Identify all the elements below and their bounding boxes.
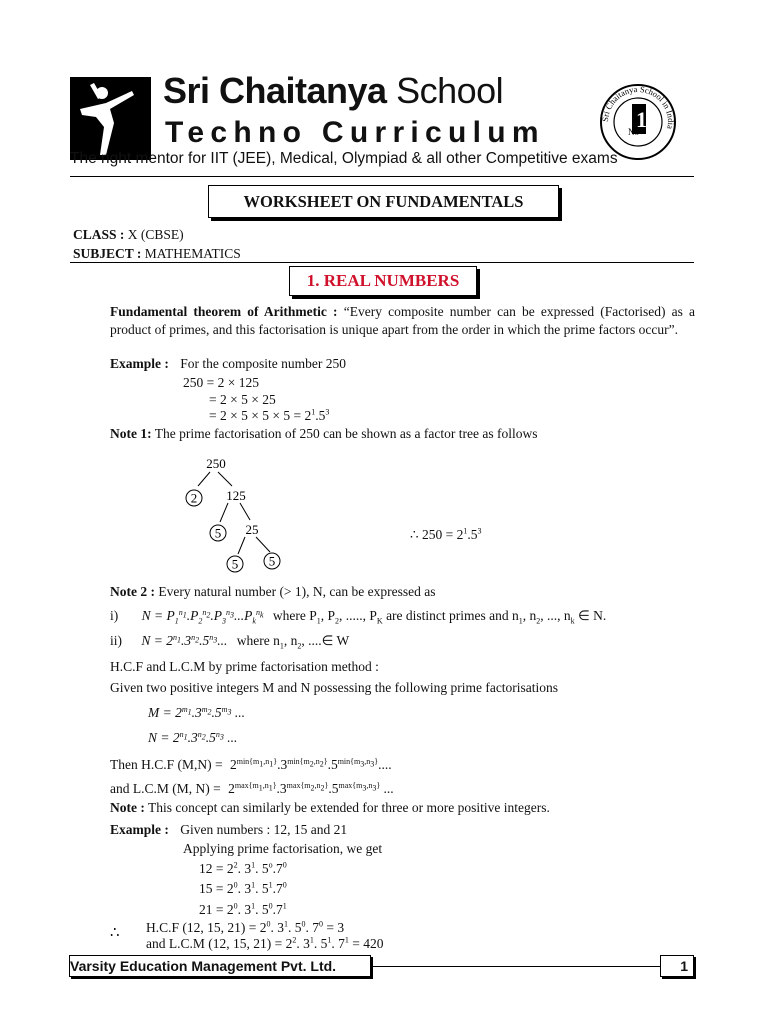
note1-line	[110, 427, 538, 441]
page-number: 1	[680, 958, 688, 974]
factor-21: $21 = 2^0$. $3^1$. $5^0.7^1$	[199, 901, 287, 917]
subject-rule	[70, 262, 694, 263]
note2-ii-line: ii) $N = 2^{n_1}.3^{n_2}.5^{n_3}$... where $n_1$, $n_2$, ....∈ W	[110, 632, 350, 651]
class-value: X (CBSE)	[127, 227, 184, 242]
hcf-formula-line: Then H.C.F $(M,N) = 2^{min\{m_1,n_1\}}.3^{min\{m_2,n_2\}}.5^{min\{m_3,n_3\}}$....	[110, 756, 392, 772]
note2-line	[110, 585, 436, 599]
note2-i-label: i)	[110, 608, 119, 623]
therefore-symbol: ∴	[110, 925, 120, 941]
footer-rule	[370, 966, 660, 967]
brand-name	[163, 70, 503, 112]
footer-company: Varsity Education Management Pvt. Ltd.	[70, 958, 337, 974]
tree-node-5a: 5	[214, 525, 222, 541]
tree-edge-125-25	[240, 503, 250, 520]
factor-tree	[170, 452, 550, 577]
brand-name-bold: Sri Chaitanya	[163, 70, 387, 111]
section-title-box	[289, 266, 477, 296]
page-number-box	[660, 955, 694, 977]
tagline: The right mentor for IIT (JEE), Medical, Olympiad & all other Competitive exams	[70, 150, 618, 167]
note2-ii-formula: $N = 2^{n_1}.3^{n_2}.5^{n_3}$...	[141, 632, 228, 648]
example2-applying: Applying prime factorisation, we get	[183, 841, 383, 856]
note1-label: Note 1:	[110, 426, 152, 441]
hcf-result: H.C.F (12, 15, $21) = 2^0$. $3^1$. $5^0$. $7^0 = 3$	[146, 919, 345, 935]
lcm-formula-line: and L.C.M (M, $N) = 2^{max\{m_1,n_1\}}.3^{max\{m_2,n_2\}}.5^{max\{m_3,n_3\}}$ ...	[110, 780, 394, 796]
tree-result-mid: .5	[467, 527, 478, 542]
note2-i-line: i) $N = P_1^{n_1}.P_2^{n_2}.P_3^{n_3}...P_k^{n_k}$ where $P_1$, $P_2$, ....., $P_K$ are distinct primes and $n_1$, $n_2$, ..., $n_k$ ∈ N.	[110, 607, 607, 626]
example2-line	[110, 823, 347, 837]
seal-no: No	[628, 127, 639, 137]
note2-i-rest: are distinct primes and n	[386, 608, 519, 623]
lcm-result: and L.C.M (12, 15, $21) = 2^2$. $3^1$. $5^1$. $7^1 = 420$	[146, 935, 384, 951]
fta-text: “Every composite number can be expressed (Factorised) as a product of primes, and this factorisation is unique apart from the order in which the prime factors occur”.	[110, 304, 696, 337]
tree-result-exp1: 1	[463, 526, 468, 536]
fta-label: Fundamental theorem of Arithmetic :	[110, 304, 338, 319]
note2-ii-where: where n	[236, 633, 280, 648]
example2-label: Example :	[110, 822, 169, 837]
example1-step1: 250 = 2 × 125	[183, 375, 259, 390]
note-text: This concept can similarly be extended for three or more positive integers.	[148, 800, 550, 815]
note-label: Note :	[110, 800, 145, 815]
example1-line	[110, 357, 346, 371]
tree-edge-root-125	[218, 472, 232, 486]
tree-edge-25-5b	[238, 537, 245, 554]
seal-one: 1	[636, 107, 647, 132]
note2-text: Every natural number (> 1), N, can be expressed as	[158, 584, 436, 599]
tree-edge-25-5c	[256, 537, 270, 552]
n-factorisation: $N = 2^{n_1}.3^{n_2}.5^{n_3}$ ...	[148, 729, 238, 745]
tree-node-5b: 5	[231, 556, 239, 572]
then-hcf: Then H.C.F (M,N) =	[110, 757, 223, 772]
note2-label: Note 2 :	[110, 584, 155, 599]
tree-node-125: 125	[226, 488, 246, 503]
subject-line	[73, 246, 241, 262]
example1-label: Example :	[110, 356, 169, 371]
tree-edge-root-2	[198, 472, 210, 486]
factor-12: $12 = 2^2$. $3^1$. $5^o.7^0$	[199, 860, 287, 876]
tree-result-exp2: 3	[477, 526, 482, 536]
brand-name-school: School	[396, 70, 504, 111]
example1-step3	[209, 409, 329, 423]
note2-i-where: where P	[272, 608, 317, 623]
example1-step2: = 2 × 5 × 25	[209, 392, 276, 407]
and-lcm: and L.C.M (M, N) =	[110, 781, 221, 796]
subject-label: SUBJECT :	[73, 246, 142, 261]
m-factorisation: $M = 2^{m_1}.3^{m_2}.5^{m_3}$ ...	[148, 704, 245, 720]
example1-step3-text: = 2 × 5 × 5 × 5 = 2	[209, 408, 312, 423]
example2-intro: Given numbers : 12, 15 and 21	[180, 822, 348, 837]
note-line	[110, 801, 550, 815]
tree-node-root: 250	[206, 456, 226, 471]
header-rule	[70, 176, 694, 177]
example1-exp2: 3	[325, 407, 330, 417]
school-logo-icon	[70, 77, 151, 160]
note1-text: The prime factorisation of 250 can be shown as a factor tree as follows	[154, 426, 538, 441]
example1-intro: For the composite number 250	[180, 356, 346, 371]
fta-paragraph	[110, 303, 695, 338]
worksheet-title-box	[208, 185, 559, 218]
curriculum-name: Techno Curriculum	[165, 116, 545, 149]
example1-exp1: 1	[311, 407, 316, 417]
class-line	[73, 227, 184, 243]
tree-node-25: 25	[245, 522, 259, 537]
subject-value: MATHEMATICS	[144, 246, 241, 261]
tree-node-2: 2	[190, 490, 198, 506]
given-line: Given two positive integers M and N possessing the following prime factorisations	[110, 680, 559, 695]
tree-node-5c: 5	[268, 553, 276, 569]
factor-15: $15 = 2^0$. $3^1$. $5^1.7^0$	[199, 880, 287, 896]
note2-ii-label: ii)	[110, 633, 122, 648]
hcf-heading: H.C.F and L.C.M by prime factorisation method :	[110, 659, 379, 674]
seal-text: Sri Chaitanya School in India	[599, 83, 677, 130]
worksheet-title: WORKSHEET ON FUNDAMENTALS	[243, 192, 524, 211]
class-label: CLASS :	[73, 227, 125, 242]
tree-result-therefore: ∴	[410, 527, 419, 542]
section-title: 1. REAL NUMBERS	[306, 271, 460, 290]
note2-i-formula: $N = P_1^{n_1}.P_2^{n_2}.P_3^{n_3}...P_k^{n_k}$	[141, 607, 264, 626]
example1-step3-mid: .5	[315, 408, 326, 423]
tree-edge-125-5	[220, 503, 228, 522]
tree-result-text: 250 = 2	[421, 527, 464, 542]
tree-result	[410, 528, 481, 542]
